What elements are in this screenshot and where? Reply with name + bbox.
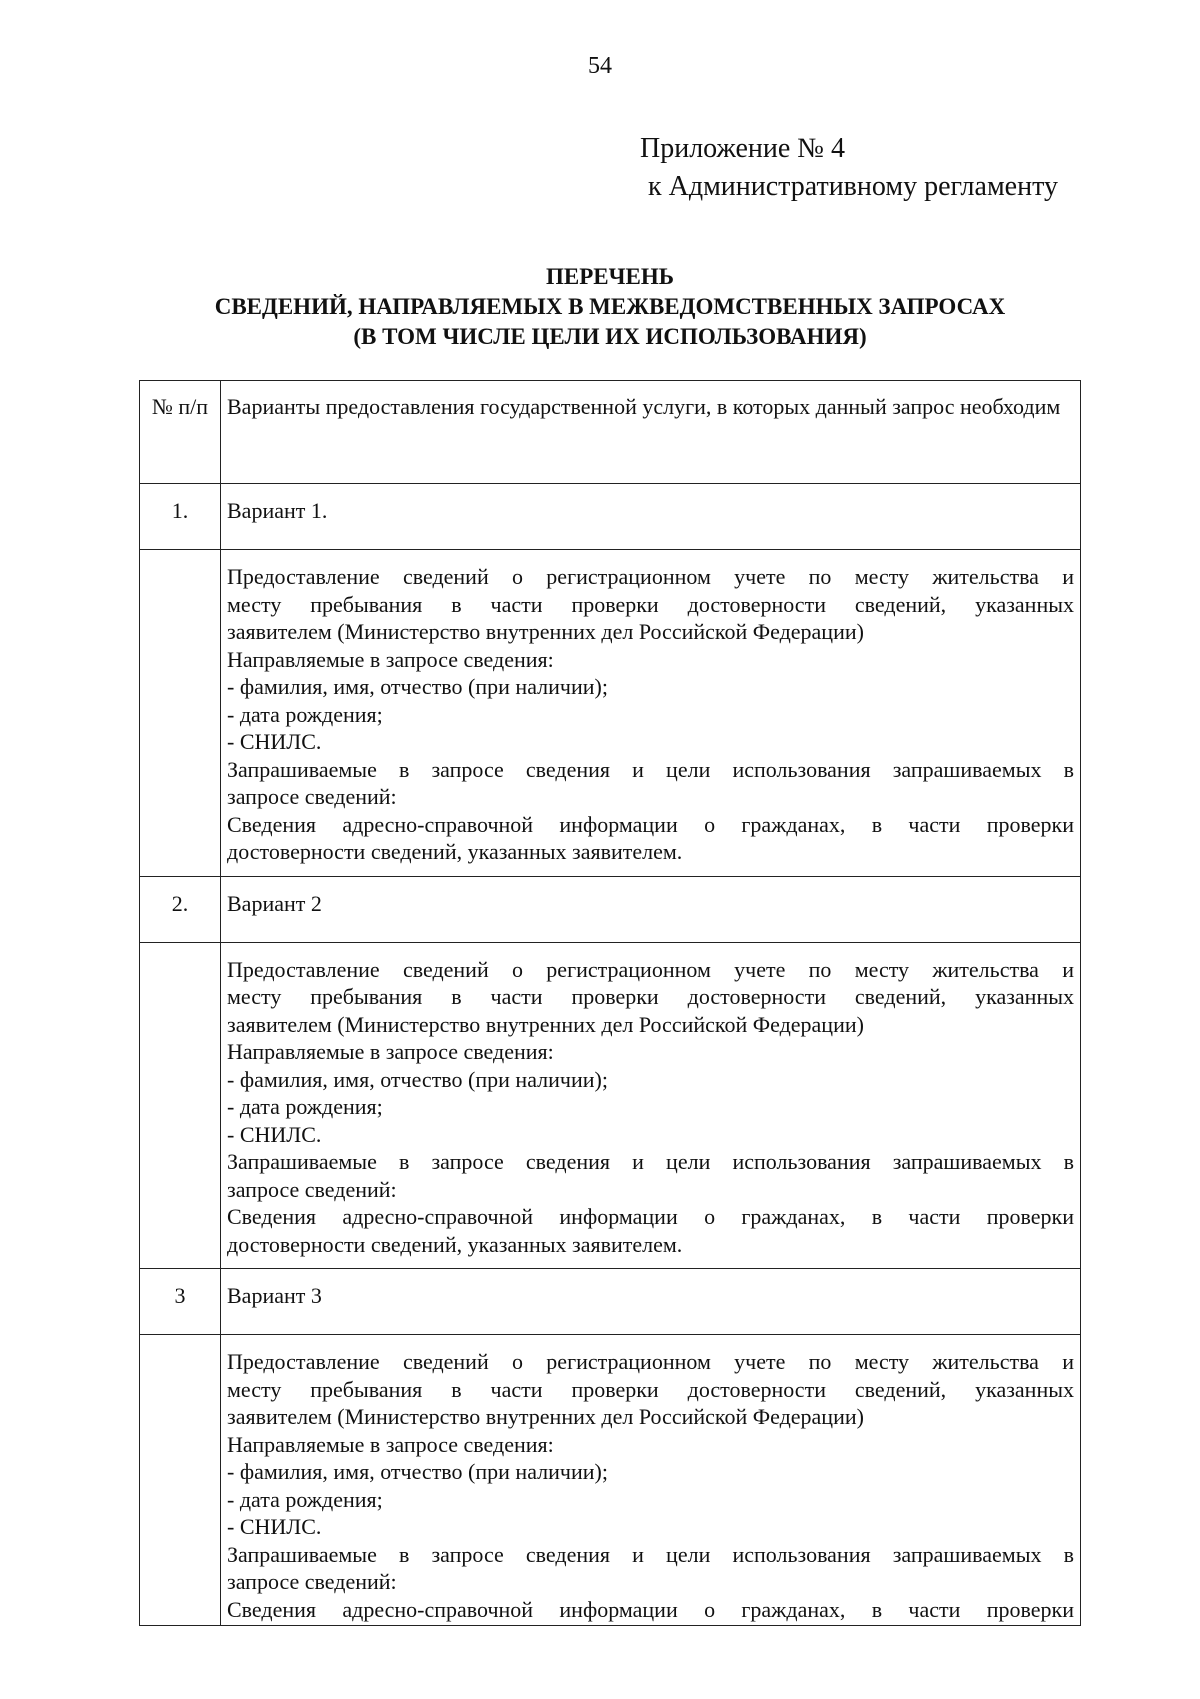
detail-line: - дата рождения; — [227, 701, 383, 727]
empty-num-cell — [140, 942, 221, 1269]
detail-line: - фамилия, имя, отчество (при наличии); — [227, 674, 608, 699]
detail-line: заявителем (Министерство внутренних дел Российской Федерации) — [227, 1404, 864, 1429]
detail-line: Предоставление сведений о регистрационном учете по месту жительства и — [227, 564, 1074, 589]
detail-line: достоверности сведений, указанных заявителем. — [227, 1231, 683, 1257]
detail-line: Запрашиваемые в запросе сведения и цели использования запрашиваемых в — [227, 1149, 1074, 1174]
detail-line: Направляемые в запросе сведения: — [227, 646, 554, 672]
empty-num-cell — [140, 1335, 221, 1626]
detail-line: заявителем (Министерство внутренних дел Российской Федерации) — [227, 619, 864, 644]
variant-detail — [221, 550, 1081, 877]
variant-label: Вариант 1. — [221, 484, 1081, 550]
detail-line: месту пребывания в части проверки достоверности сведений, указанных — [227, 1376, 1074, 1402]
detail-line: Сведения адресно-справочной информации о гражданах, в части проверки — [227, 1596, 1074, 1622]
header-desc-cell: Варианты предоставления государственной услуги, в которых данный запрос необходим — [221, 381, 1081, 484]
detail-line: - дата рождения; — [227, 1486, 383, 1512]
detail-line: - СНИЛС. — [227, 1121, 322, 1147]
document-title — [140, 262, 1080, 352]
appendix-line-1: Приложение № 4 — [640, 133, 845, 164]
table-header-row — [140, 381, 1081, 484]
detail-line: месту пребывания в части проверки достоверности сведений, указанных — [227, 591, 1074, 617]
table-row-detail — [140, 942, 1081, 1269]
detail-line: - СНИЛС. — [227, 729, 322, 754]
detail-line: Запрашиваемые в запросе сведения и цели использования запрашиваемых в — [227, 756, 1074, 782]
detail-line: месту пребывания в части проверки достоверности сведений, указанных — [227, 984, 1074, 1009]
variant-detail — [221, 1335, 1081, 1626]
detail-line: Сведения адресно-справочной информации о гражданах, в части проверки — [227, 1204, 1074, 1229]
variant-detail — [221, 942, 1081, 1269]
detail-line: - СНИЛС. — [227, 1514, 322, 1539]
table-row-detail — [140, 550, 1081, 877]
detail-line: Направляемые в запросе сведения: — [227, 1039, 554, 1064]
row-number: 3 — [140, 1269, 221, 1335]
table-row — [140, 484, 1081, 550]
appendix-line-2: к Административному регламенту — [648, 171, 1058, 202]
requests-table — [139, 380, 1081, 1626]
detail-line: достоверности сведений, указанных заявителем. — [227, 839, 683, 864]
detail-line: Предоставление сведений о регистрационном учете по месту жительства и — [227, 956, 1074, 982]
row-number: 2. — [140, 876, 221, 942]
row-number: 1. — [140, 484, 221, 550]
appendix-heading — [640, 130, 1058, 206]
table-row-detail — [140, 1335, 1081, 1626]
variant-label: Вариант 3 — [221, 1269, 1081, 1335]
page-number: 54 — [588, 53, 612, 79]
title-line-3: (В ТОМ ЧИСЛЕ ЦЕЛИ ИХ ИСПОЛЬЗОВАНИЯ) — [353, 324, 867, 349]
detail-line: Запрашиваемые в запросе сведения и цели использования запрашиваемых в — [227, 1541, 1074, 1567]
detail-line: Сведения адресно-справочной информации о гражданах, в части проверки — [227, 811, 1074, 837]
table-row — [140, 1269, 1081, 1335]
title-line-1: ПЕРЕЧЕНЬ — [546, 264, 674, 289]
detail-line: заявителем (Министерство внутренних дел Российской Федерации) — [227, 1011, 864, 1037]
detail-line: - дата рождения; — [227, 1094, 383, 1119]
detail-line: запросе сведений: — [227, 784, 397, 809]
detail-line: запросе сведений: — [227, 1569, 397, 1594]
detail-line: запросе сведений: — [227, 1176, 397, 1202]
table-row — [140, 876, 1081, 942]
detail-line: - фамилия, имя, отчество (при наличии); — [227, 1459, 608, 1484]
header-num-cell: № п/п — [140, 381, 221, 484]
detail-line: - фамилия, имя, отчество (при наличии); — [227, 1066, 608, 1092]
empty-num-cell — [140, 550, 221, 877]
detail-line: Направляемые в запросе сведения: — [227, 1431, 554, 1457]
variant-label: Вариант 2 — [221, 876, 1081, 942]
title-line-2: СВЕДЕНИЙ, НАПРАВЛЯЕМЫХ В МЕЖВЕДОМСТВЕННЫХ ЗАПРОСАХ — [214, 294, 1006, 319]
detail-line: Предоставление сведений о регистрационном учете по месту жительства и — [227, 1349, 1074, 1374]
